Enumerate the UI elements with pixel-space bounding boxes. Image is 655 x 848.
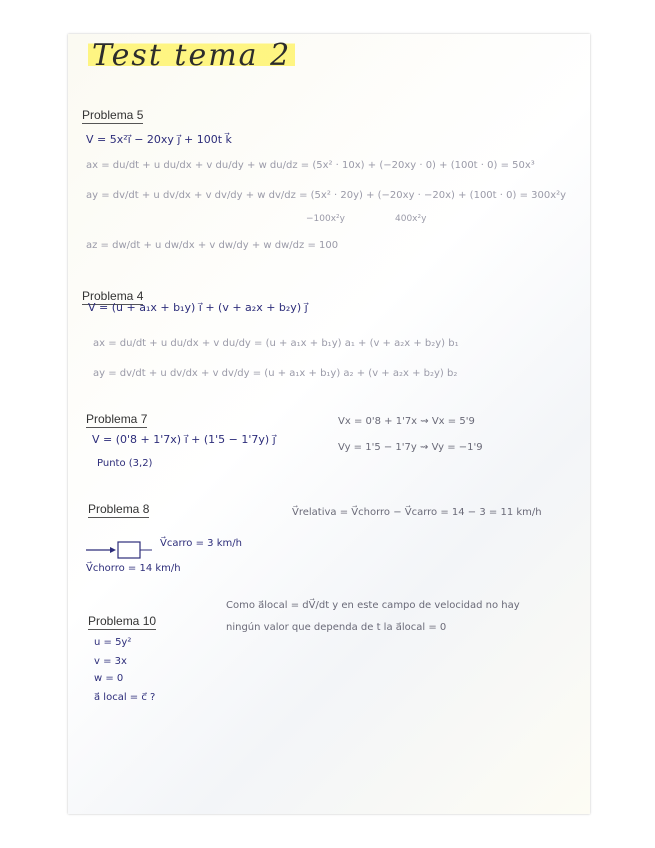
problema-7-vx: Vx = 0'8 + 1'7x ⇝ Vx = 5'9 (338, 416, 475, 427)
problema-10-text-line-2: ningún valor que dependa de t la a⃗local = 0 (226, 622, 447, 633)
problema-10-w: w = 0 (94, 673, 124, 684)
problema-7-vy: Vy = 1'5 − 1'7y ⇝ Vy = −1'9 (338, 442, 483, 453)
problema-4-velocity: V = (u + a₁x + b₁y) i⃗ + (v + a₂x + b₂y) j⃗ (88, 301, 308, 314)
problema-10-heading: Problema 10 (88, 614, 157, 628)
page-title: Test tema 2 (88, 38, 295, 73)
problema-8-relative-velocity: V⃗relativa = V⃗chorro − V⃗carro = 14 − 3 = 11 km/h (292, 507, 542, 518)
problema-7-velocity: V = (0'8 + 1'7x) i⃗ + (1'5 − 1'7y) j⃗ (92, 433, 276, 446)
problema-7-point: Punto (3,2) (97, 458, 153, 469)
problema-8-chorro: V⃗chorro = 14 km/h (86, 563, 181, 574)
problema-10-text-line-1: Como a⃗local = dV⃗/dt y en este campo de velocidad no hay (226, 600, 520, 611)
problema-5-ax: ax = du/dt + u du/dx + v du/dy + w du/dz = (5x² · 10x) + (−20xy · 0) + (100t · 0) = 50x³ (86, 160, 535, 171)
car-diagram (86, 540, 156, 560)
problema-4-heading: Problema 4 (82, 289, 144, 303)
problema-8-heading: Problema 8 (88, 502, 150, 516)
car-arrow-icon (86, 540, 156, 560)
problema-5-ay: ay = dv/dt + u dv/dx + v dv/dy + w dv/dz = (5x² · 20y) + (−20xy · −20x) + (100t · 0) = 300x²y (86, 190, 567, 201)
problema-5-az: az = dw/dt + u dw/dx + v dw/dy + w dw/dz = 100 (86, 240, 339, 251)
problema-5-ay-underbrace-2: 400x²y (395, 214, 427, 224)
problema-5-ay-underbrace-1: −100x²y (306, 214, 345, 224)
problema-10-v: v = 3x (94, 656, 127, 667)
problema-10-question: a⃗ local = c⃗ ? (94, 692, 156, 703)
problema-5-heading: Problema 5 (82, 108, 144, 122)
problema-4-ax: ax = du/dt + u du/dx + v du/dy = (u + a₁x + b₁y) a₁ + (v + a₂x + b₂y) b₁ (93, 338, 459, 349)
problema-7-heading: Problema 7 (86, 412, 148, 426)
problema-8-carro: V⃗carro = 3 km/h (160, 538, 242, 549)
problema-5-velocity: V = 5x²i⃗ − 20xy j⃗ + 100t k⃗ (86, 133, 232, 146)
problema-10-u: u = 5y² (94, 637, 132, 648)
problema-4-ay: ay = dv/dt + u dv/dx + v dv/dy = (u + a₁x + b₁y) a₂ + (v + a₂x + b₂y) b₂ (93, 368, 458, 379)
